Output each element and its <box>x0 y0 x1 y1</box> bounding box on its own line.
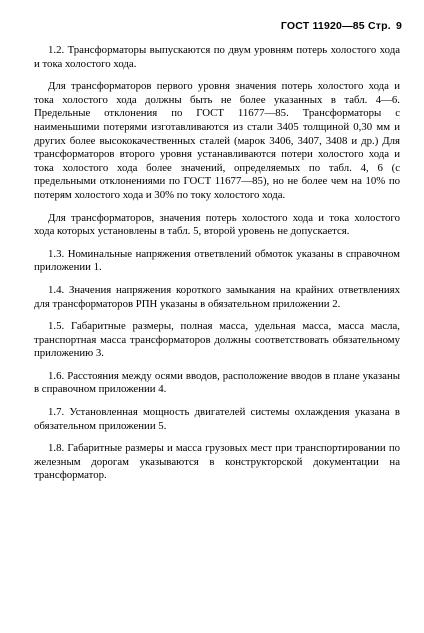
document-body <box>34 44 400 492</box>
paragraph-1-7: 1.7. Установленная мощность двигателей системы охлаждения указана в обязательном приложении 5. <box>34 406 400 432</box>
paragraph-level-two-exception: Для трансформаторов, значения потерь холостого хода и тока холостого хода которых установлены в табл. 5, второй уровень не допускается. <box>34 211 400 238</box>
page-header <box>281 20 402 32</box>
standard-reference: ГОСТ 11920—85 Стр. <box>280 20 391 32</box>
paragraph-1-5: 1.5. Габаритные размеры, полная масса, удельная масса, масса масла, транспортная масса трансформаторов должны соответствовать обязательному приложению 3. <box>34 320 400 360</box>
paragraph-1-6: 1.6. Расстояния между осями вводов, расположение вводов в плане указаны в справочном приложении 4. <box>34 369 400 396</box>
paragraph-1-8: 1.8. Габаритные размеры и масса грузовых мест при транспортировании по железным дорогам указываются в конструкторской документации на трансформатор. <box>34 442 400 482</box>
paragraph-1-4: 1.4. Значения напряжения короткого замыкания на крайних ответвлениях для трансформаторов РПН указаны в обязательном приложении 2. <box>34 283 400 310</box>
paragraph-level-one: Для трансформаторов первого уровня значения потерь холостого хода и тока холостого хода должны быть не более указанных в табл. 4—6. Предельные отклонения по ГОСТ 11677—85. Трансформаторы с наименьшими потерями изготавливаются из стали 3405 толщиной 0,30 мм и других более высококачественных сталей (марок 3406, 3407, 3408 и др.) Для трансформаторов второго уровня устанавливаются потери холостого хода и тока холостого хода более значений, определяемых по табл. 4, 6 (с предельными отклонениями по ГОСТ 11677—85), но не более чем на 10% по потерям холостого хода и 30% по току холостого хода. <box>34 80 400 201</box>
page-number: 9 <box>395 20 402 32</box>
paragraph-1-2: 1.2. Трансформаторы выпускаются по двум уровням потерь холостого хода и тока холостого хода. <box>34 44 400 70</box>
paragraph-1-3: 1.3. Номинальные напряжения ответвлений обмоток указаны в справочном приложении 1. <box>34 247 400 274</box>
